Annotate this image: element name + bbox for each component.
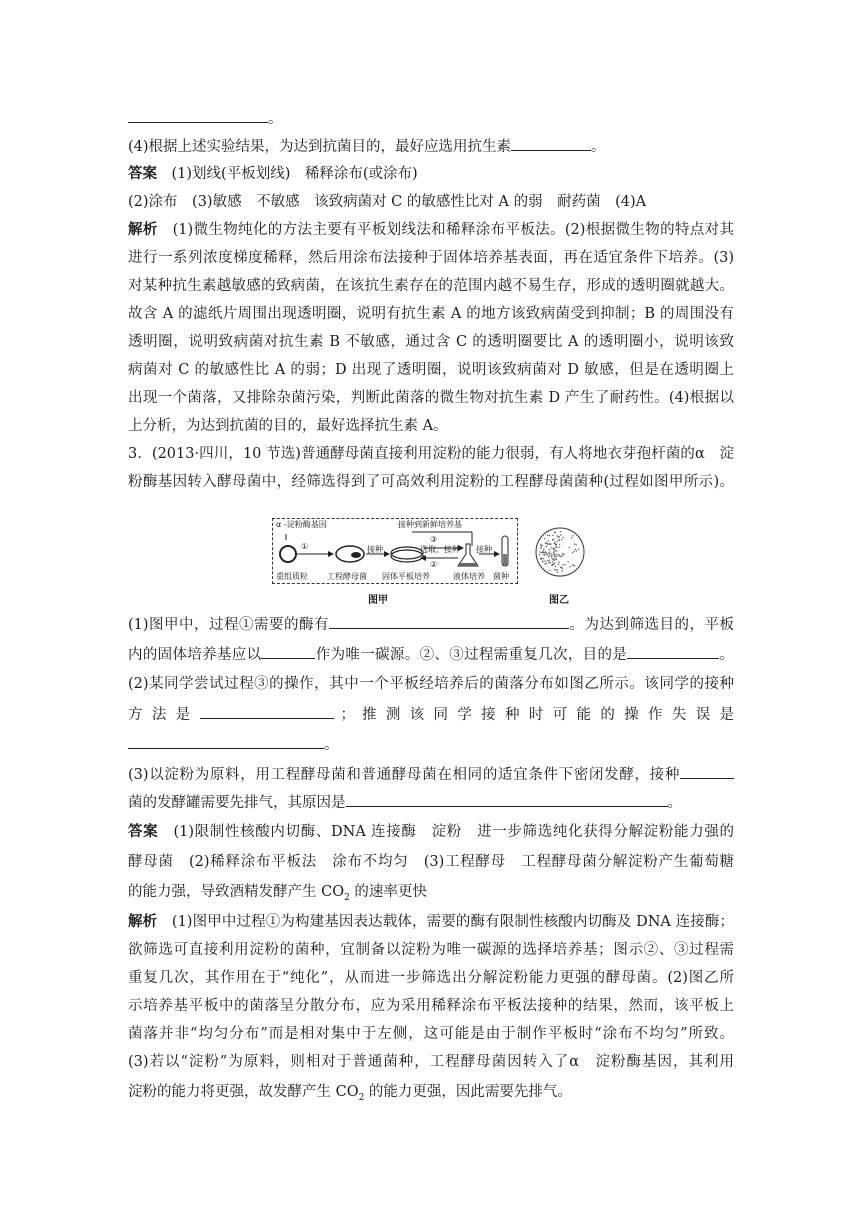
colony-dot (559, 540, 560, 541)
fill-blank[interactable] (680, 764, 734, 779)
colony-dot (564, 564, 565, 565)
colony-dot (558, 562, 559, 563)
colony-dot (554, 531, 555, 532)
fill-blank[interactable] (346, 792, 668, 807)
question-3-part-3: 菌的发酵罐需要先排气，其原因是 。 (128, 792, 734, 813)
colony-dot (556, 554, 557, 555)
colony-dot (547, 560, 548, 561)
colony-dot (542, 545, 543, 546)
colony-dot (560, 531, 561, 532)
colony-dot (572, 552, 573, 553)
colony-dot (556, 550, 557, 551)
colony-dot (544, 538, 545, 539)
colony-dot (553, 539, 554, 540)
analysis-line: 重复几次，其作用在于“纯化”，从而进一步筛选出分解淀粉能力更强的酵母菌。(2)图乙所 (128, 970, 734, 986)
fill-blank[interactable] (627, 644, 719, 659)
figure-label-step1: ① (301, 542, 309, 551)
figure-label-strain: 菌种 (493, 572, 509, 581)
colony-dot (574, 565, 575, 566)
question-3-stem: 3．(2013·四川，10 节选)普通酵母菌直接利用淀粉的能力很弱，有人将地衣芽孢杆菌的α 淀 (128, 446, 734, 462)
analysis-line: (3)若以“淀粉”为原料，则相对于普通菌种，工程酵母菌因转入了α 淀粉酶基因，其利用 (128, 1054, 734, 1070)
figure-label-yeast: 工程酵母菌 (327, 572, 367, 581)
analysis-line: 欲筛选可直接利用淀粉的菌种，宜制备以淀粉为唯一碳源的选择培养基；图示②、③过程需 (128, 942, 734, 958)
colony-dot (549, 553, 550, 554)
colony-dot (544, 554, 545, 555)
colony-dot (562, 570, 563, 571)
colony-dot (550, 562, 551, 563)
colony-dot (539, 554, 540, 555)
question-3-part-3: (3)以淀粉为原料，用工程酵母菌和普通酵母菌在相同的适宜条件下密闭发酵，接种 (128, 764, 734, 785)
colony-dot (560, 567, 561, 568)
colony-dot (554, 554, 555, 555)
colony-dot (556, 541, 557, 542)
colony-dot (557, 535, 558, 536)
analysis-line: 对某种抗生素越敏感的致病菌，在该抗生素存在的范围内越不易生存，形成的透明圈就越大。 (128, 278, 734, 294)
answer-3: 酵母菌 (2)稀释涂布平板法 涂布不均匀 (3)工程酵母 工程酵母菌分解淀粉产生葡萄糖 (128, 854, 734, 870)
analysis-line: 出现一个菌落，又排除杂菌污染，判断此菌落的微生物对抗生素 D 产生了耐药性。(4)根据以 (128, 390, 734, 406)
figure-label-step3: ③ (430, 535, 438, 544)
colony-dot (551, 553, 552, 554)
colony-dot (541, 557, 542, 558)
answer-1: 答案 (1)划线(平板划线) 稀释涂布(或涂布) (128, 165, 418, 182)
figure-label-select: 选取、接种 (420, 545, 460, 554)
colony-dot (557, 570, 558, 571)
colony-dot (549, 570, 550, 571)
colony-dot (562, 537, 563, 538)
question-3-part-2: 。 (128, 734, 734, 755)
colony-dot (554, 563, 555, 564)
colony-dot (549, 543, 550, 544)
question-3-stem: 粉酶基因转入酵母菌中，经筛选得到了可高效利用淀粉的工程酵母菌菌种(过程如图甲所示)。 (128, 474, 734, 490)
colony-dot (553, 564, 554, 565)
colony-dot (552, 558, 553, 559)
colony-dot (571, 537, 572, 538)
colony-dot (555, 566, 556, 567)
figure-label-inoculate: 接种 (476, 545, 492, 554)
colony-dot (567, 561, 568, 562)
colony-dot (554, 543, 555, 544)
colony-dot (548, 553, 549, 554)
question-3-part-2: 方 法 是 ； 推 测 该 同 学 接 种 时 可 能 的 操 作 失 误 是 (128, 704, 734, 725)
colony-dot (558, 564, 559, 565)
colony-dot (548, 556, 549, 557)
figure-b-caption: 图乙 (549, 595, 569, 606)
question-3-part-1: 内的固体培养基应以 作为唯一碳源。②、③过程需重复几次，目的是 。 (128, 644, 734, 665)
petri-plate-shape (391, 550, 423, 562)
analysis-line: 透明圈，说明致病菌对抗生素 B 不敏感，通过含 C 的透明圈要比 A 的透明圈小，说明该致 (128, 334, 734, 350)
colony-dot (547, 535, 548, 536)
analysis-line: 菌落并非“均匀分布”而是相对集中于左侧，这可能是由于制作平板时“涂布不均匀”所致。 (128, 1026, 734, 1042)
colony-dot (551, 547, 552, 548)
analysis-label: 解析 (128, 221, 158, 238)
colony-dot (560, 556, 561, 557)
colony-dot (545, 551, 546, 552)
colony-dot (559, 536, 560, 537)
colony-dot (549, 551, 550, 552)
colony-dot (556, 559, 557, 560)
figure-label-plasmid: 重组质粒 (276, 572, 308, 581)
colony-dot (569, 566, 570, 567)
question-3-part-2: (2)某同学尝试过程③的操作，其中一个平板经培养后的菌落分布如图乙所示。该同学的接种 (128, 676, 734, 692)
fill-blank[interactable] (200, 704, 334, 719)
colony-dot (554, 560, 555, 561)
colony-dot (562, 564, 563, 565)
colony-dot (574, 543, 575, 544)
fill-blank[interactable] (511, 136, 591, 151)
colony-dot (539, 551, 540, 552)
colony-dot (559, 555, 560, 556)
figure-label-step2: ② (430, 560, 438, 569)
answer-2: (2)涂布 (3)敏感 不敏感 该致病菌对 C 的敏感性比对 A 的弱 耐药菌 (4)A (128, 194, 647, 210)
analysis-line: 淀粉的能力将更强，故发酵产生 $CO_2$ 的能力更强，因此需要先排气。 (128, 1084, 572, 1103)
colony-dot (555, 550, 556, 551)
colony-dot (551, 556, 552, 557)
colony-dot (543, 549, 544, 550)
colony-dot (575, 549, 576, 550)
figure-label-liquid: 液体培养 (453, 572, 485, 581)
colony-dot (556, 546, 557, 547)
answer-label: 答案 (128, 165, 157, 182)
colony-dot (540, 547, 541, 548)
plasmid-shape (280, 546, 296, 562)
colony-dot (547, 554, 548, 555)
colony-dot (553, 548, 554, 549)
colony-dot (554, 558, 555, 559)
colony-dot (545, 563, 546, 564)
fill-blank[interactable] (128, 734, 324, 749)
analysis-3: 解析 (1)图甲中过程①为构建基因表达载体，需要的酶有限制性核酸内切酶及 DNA 连接酶； (128, 913, 735, 930)
colony-dot (548, 562, 549, 563)
answer-3: 的能力强，导致酒精发酵产生 $CO_2$ 的速率更快 (128, 884, 427, 903)
colony-dot (549, 555, 550, 556)
figure-label-gene: α -淀粉酶基因 (276, 520, 327, 529)
colony-dot (559, 544, 560, 545)
colony-dot (553, 552, 554, 553)
colony-dot (549, 535, 550, 536)
answer-blank-line: 。 (128, 108, 734, 129)
colony-dot (555, 569, 556, 570)
colony-dot (551, 555, 552, 556)
analysis-line: 病菌对 C 的敏感性比 A 的弱；D 出现了透明圈，说明该致病菌对 D 敏感，但是在透明圈上 (128, 362, 734, 378)
figure-label-plate: 固体平板培养 (382, 572, 430, 581)
colony-dot (572, 564, 573, 565)
colony-dot (549, 549, 550, 550)
colony-dot (576, 550, 577, 551)
colony-dot (554, 542, 555, 543)
colony-dot (551, 565, 552, 566)
question-3-part-1: (1)图甲中，过程①需要的酶有 。为达到筛选目的，平板 (128, 614, 734, 635)
colony-dot (548, 540, 549, 541)
analysis-line: 上分析，为达到抗菌的目的，最好选择抗生素 A。 (128, 418, 448, 434)
colony-dot (569, 547, 570, 548)
colony-dot (555, 544, 556, 545)
question-4: (4)根据上述实验结果，为达到抗菌目的，最好应选用抗生素 。 (128, 136, 734, 157)
figure-a-caption: 图甲 (368, 595, 388, 606)
answer-label: 答案 (128, 823, 159, 840)
colony-dot (559, 547, 560, 548)
colony-dot (543, 558, 544, 559)
analysis-line: 故含 A 的滤纸片周围出现透明圈，说明有抗生素 A 的地方该致病菌受到抑制；B 的周围没有 (128, 306, 734, 322)
colony-dot (574, 551, 575, 552)
colony-dot (552, 561, 553, 562)
colony-dot (555, 555, 556, 556)
colony-dot (550, 543, 551, 544)
figure-b-plate (534, 526, 586, 578)
colony-dot (542, 550, 543, 551)
analysis-line: 示培养基平板中的菌落呈分散分布，应为采用稀释涂布平板法接种的结果，然而，该平板上 (128, 998, 734, 1014)
colony-dot (549, 560, 550, 561)
colony-dot (542, 561, 543, 562)
colony-dot (563, 554, 564, 555)
colony-dot (561, 539, 562, 540)
colony-dot (546, 546, 547, 547)
colony-dot (561, 568, 562, 569)
colony-dot (554, 569, 555, 570)
colony-dot (555, 547, 556, 548)
colony-dot (562, 553, 563, 554)
colony-dot (545, 560, 546, 561)
colony-dot (578, 549, 579, 550)
colony-dot (560, 534, 561, 535)
analysis-line: 进行一系列浓度梯度稀释，然后用涂布法接种于固体培养基表面，再在适宜条件下培养。(3) (128, 250, 734, 266)
fill-blank[interactable] (128, 108, 268, 123)
fill-blank[interactable] (261, 644, 315, 659)
colony-dot (561, 555, 562, 556)
analysis-1: 解析 (1)微生物纯化的方法主要有平板划线法和稀释涂布平板法。(2)根据微生物的特点对其 (128, 221, 735, 238)
figure-label-inoculate: 接种 (367, 545, 383, 554)
colony-dot (543, 552, 544, 553)
colony-dot (552, 539, 553, 540)
colony-dot (552, 535, 553, 536)
figure-label-transfer: 接种到新鲜培养基 (398, 520, 462, 529)
colony-dot (558, 554, 559, 555)
colony-dot (557, 572, 558, 573)
fill-blank[interactable] (329, 614, 569, 629)
colony-dot (545, 543, 546, 544)
answer-3: 答案 (1)限制性核酸内切酶、DNA 连接酶 淀粉 进一步筛选纯化获得分解淀粉能力强的 (128, 823, 735, 840)
colony-dot (572, 535, 573, 536)
analysis-label: 解析 (128, 913, 158, 930)
colony-dot (575, 544, 576, 545)
